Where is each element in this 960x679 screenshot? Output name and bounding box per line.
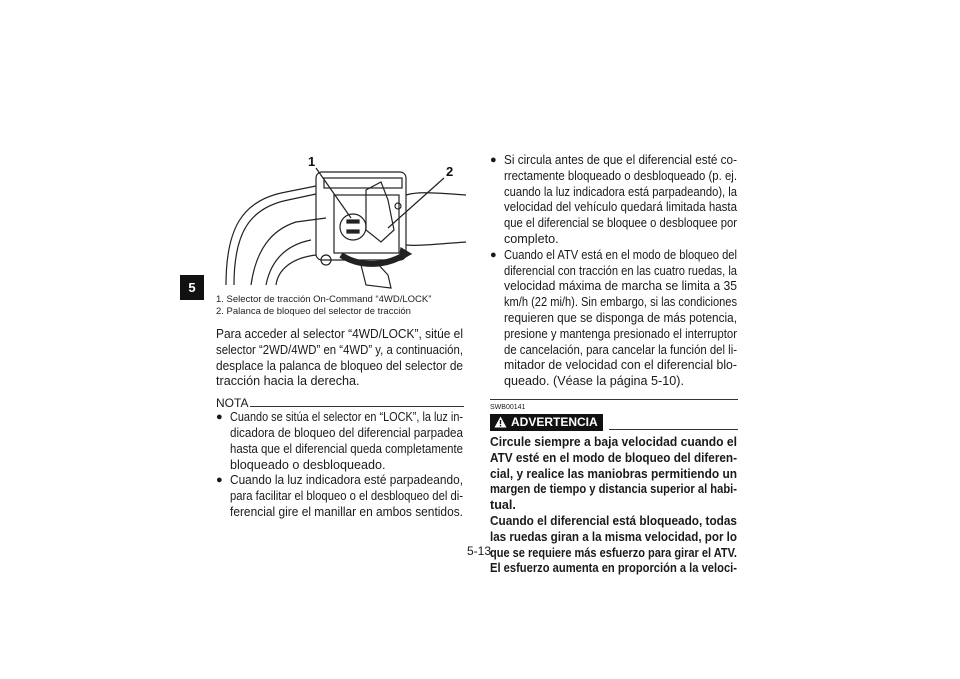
text-line: Para acceder al selector “4WD/LOCK”, sitúe el [216, 327, 463, 341]
text-line: velocidad del vehículo quedará limitada hasta [504, 200, 738, 215]
figure-caption-1: 1. Selector de tracción On-Command “4WD/LOCK” [216, 294, 432, 305]
warning-label: ADVERTENCIA [511, 414, 598, 429]
text-line: que el diferencial se bloquee o desbloquee por [504, 216, 737, 231]
text-line: las ruedas giran a la misma velocidad, por lo [490, 529, 738, 544]
bullet-item [490, 153, 738, 248]
section-tab: 5 [180, 275, 204, 300]
figure-caption-2: 2. Palanca de bloqueo del selector de tracción [216, 306, 411, 317]
warning-triangle-icon [494, 416, 507, 428]
bullet-icon: ● [216, 474, 223, 487]
callout-2: 2 [446, 164, 454, 179]
text-line: bloqueado o desbloqueado. [230, 457, 386, 472]
text-line: velocidad máxima de marcha se limita a 35 [504, 279, 737, 294]
bullet-icon: ● [216, 411, 223, 424]
divider [250, 406, 464, 407]
text-line: Cuando el ATV está en el modo de bloqueo del [504, 247, 737, 262]
text-line: que se requiere más esfuerzo para girar el ATV. [490, 545, 738, 560]
text-line: desplace la palanca de bloqueo del selector de [216, 358, 463, 373]
text-line: ATV esté en el modo de bloqueo del diferen- [490, 450, 738, 465]
warning-header [490, 413, 738, 431]
note-bullet [216, 410, 464, 473]
text-line: cial, y realice las maniobras permitiendo un [490, 466, 738, 481]
text-line: tracción hacia la derecha. [216, 374, 360, 389]
bullet-icon: ● [490, 248, 497, 261]
text-line: selector “2WD/4WD” en “4WD” y, a continuación, [216, 342, 464, 357]
bullet-item [490, 248, 738, 390]
text-line: Cuando la luz indicadora esté parpadeando, [230, 473, 464, 488]
text-line: tual. [490, 498, 516, 513]
text-line: presione y mantenga presionado el interruptor [504, 326, 738, 341]
text-line: margen de tiempo y distancia superior al habi- [490, 482, 737, 497]
text-line: diferencial con tracción en las cuatro ruedas, la [504, 263, 738, 278]
text-line: rrectamente bloqueado o desbloqueado (p. ej. [504, 168, 737, 183]
text-line: Si circula antes de que el diferencial esté co- [504, 153, 738, 167]
text-line: hasta que el diferencial queda completamente [230, 441, 463, 456]
text-line: mitador de velocidad con el diferencial blo- [504, 358, 737, 373]
text-line: de cancelación, para cancelar la función del li- [504, 342, 738, 357]
text-line: para facilitar el bloqueo o el desbloqueo del di- [230, 489, 464, 504]
text-line: dicadora de bloqueo del diferencial parpadea [230, 425, 463, 440]
note-label: NOTA [216, 396, 249, 411]
note-bullet [216, 473, 464, 520]
warning-text [490, 435, 738, 577]
text-line: queado. (Véase la página 5-10). [504, 374, 684, 389]
warning-code: SWB00141 [490, 403, 526, 411]
bullet-icon: ● [490, 154, 497, 166]
right-column [490, 153, 738, 577]
text-line: Circule siempre a baja velocidad cuando el [490, 434, 737, 449]
divider [609, 429, 738, 430]
text-line: Cuando el diferencial está bloqueado, todas [490, 513, 737, 528]
text-line: km/h (22 mi/h). Sin embargo, si las condiciones [504, 295, 738, 310]
page-number: 5-13 [466, 544, 492, 558]
intro-paragraph [216, 327, 464, 390]
text-line: El esfuerzo aumenta en proporción a la veloci- [490, 561, 737, 576]
callout-1: 1 [308, 154, 316, 169]
left-column [216, 294, 464, 521]
handlebar-illustration [216, 150, 466, 290]
divider [490, 399, 738, 400]
text-line: ferencial gire el manillar en ambos sentidos. [230, 504, 464, 519]
text-line: requieren que se disponga de más potencia, [504, 310, 738, 325]
text-line: completo. [504, 231, 559, 246]
text-line: Cuando se sitúa el selector en “LOCK”, la luz in- [230, 410, 464, 425]
text-line: cuando la luz indicadora está parpadeando), la [504, 184, 738, 199]
